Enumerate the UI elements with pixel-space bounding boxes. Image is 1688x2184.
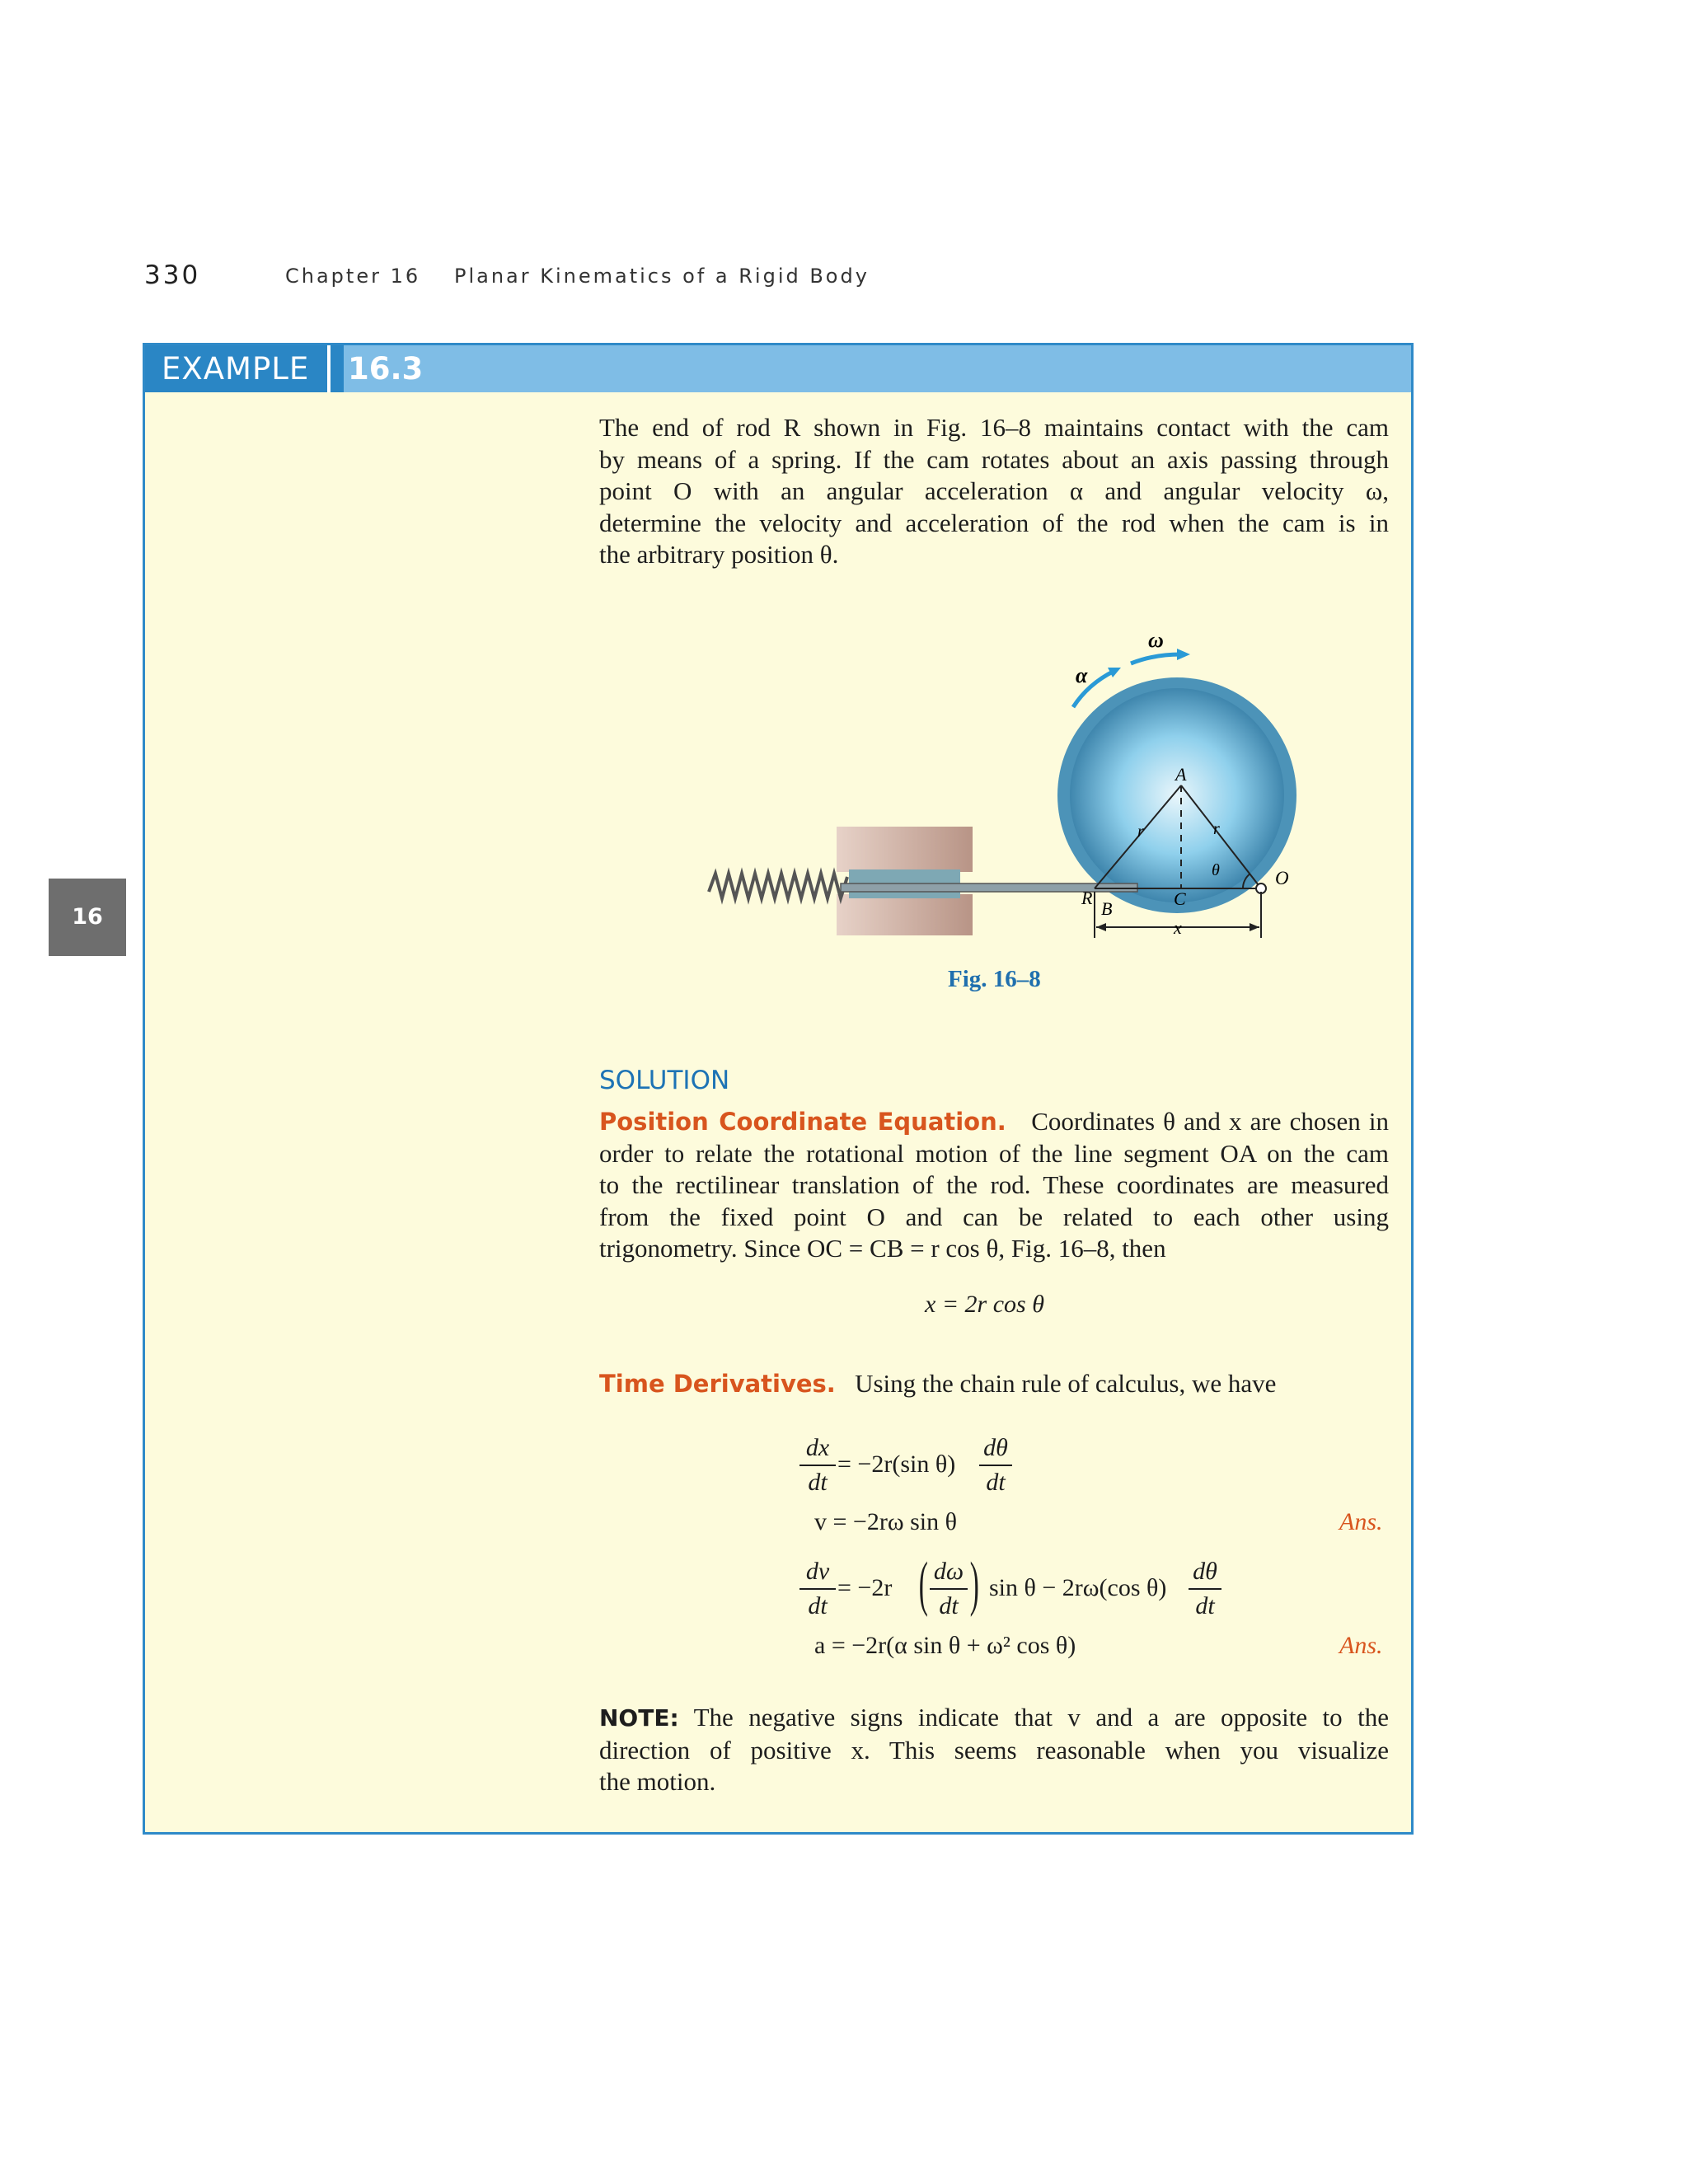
numerator: dω (933, 1558, 964, 1585)
denominator: dt (808, 1469, 828, 1496)
numerator: dv (805, 1558, 830, 1585)
header-separator (327, 345, 331, 392)
position-line: trigonometry. Since OC = CB = r cos θ, Fig. 16–8, then (599, 1234, 1166, 1263)
equation-3-rhs-a: = −2r (837, 1574, 893, 1601)
time-paragraph (599, 1368, 1389, 1400)
numerator: dθ (983, 1434, 1008, 1461)
label-C: C (1174, 888, 1186, 909)
equation-3-rhs-b: sin θ − 2rω(cos θ) (989, 1574, 1167, 1601)
example-header (145, 345, 1411, 392)
note-line: The negative signs indicate that v and a are opposite to the (693, 1703, 1389, 1732)
fraction-dv-dt (799, 1558, 836, 1620)
fraction-bar (799, 1588, 836, 1590)
problem-line: by means of a spring. If the cam rotates about an axis passing through (599, 444, 1389, 474)
denominator: dt (1195, 1592, 1215, 1619)
chapter-label: Chapter 16 (285, 265, 421, 288)
example-label: EXAMPLE (145, 345, 344, 392)
problem-line: The end of rod R shown in Fig. 16–8 maintains contact with the cam (599, 413, 1389, 442)
fraction-bar (979, 1465, 1012, 1466)
fraction-bar (799, 1465, 836, 1466)
position-line: to the rectilinear translation of the rod. These coordinates are measured (599, 1170, 1389, 1199)
denominator: dt (939, 1592, 959, 1619)
spring (709, 874, 847, 898)
label-r-right: r (1213, 820, 1220, 838)
paren-right: ) (969, 1550, 979, 1618)
note-first-line (599, 1702, 1389, 1735)
fraction-bar (930, 1588, 968, 1590)
note-paragraph (599, 1702, 1389, 1798)
label-R: R (1081, 888, 1093, 908)
example-number: 16.3 (348, 351, 424, 387)
time-heading: Time Derivatives. (599, 1370, 836, 1398)
figure-caption: Fig. 16–8 (948, 966, 1041, 992)
label-O: O (1275, 868, 1289, 888)
guide-block-bottom (837, 894, 973, 935)
label-theta: θ (1212, 861, 1220, 879)
paren-left: ( (918, 1550, 928, 1618)
position-first-line (599, 1106, 1389, 1138)
problem-statement (599, 412, 1389, 571)
denominator: dt (986, 1469, 1006, 1496)
label-x: x (1174, 917, 1182, 938)
cam-figure (692, 626, 1319, 956)
equation-1-rhs: = −2r(sin θ) (837, 1451, 956, 1478)
cam-disc (1070, 688, 1284, 902)
guide-block-top (837, 827, 973, 872)
problem-line: determine the velocity and acceleration of the rod when the cam is in (599, 508, 1389, 537)
equation-velocity: v = −2rω sin θ (814, 1508, 957, 1535)
time-text: Using the chain rule of calculus, we have (855, 1369, 1277, 1398)
note-label: NOTE: (599, 1704, 679, 1732)
dim-arrow-right (1250, 923, 1259, 931)
dim-arrow-left (1096, 923, 1106, 931)
chapter-thumb-tab: 16 (49, 879, 126, 956)
fraction-dx-dt (799, 1434, 836, 1497)
time-line (599, 1368, 1389, 1400)
problem-line: point O with an angular acceleration α and angular velocity ω, (599, 476, 1389, 505)
solution-heading: SOLUTION (599, 1066, 730, 1095)
answer-marker: Ans. (1339, 1632, 1383, 1659)
position-paragraph (599, 1106, 1389, 1265)
label-A: A (1175, 764, 1187, 785)
fraction-bar (1189, 1588, 1221, 1590)
label-alpha: α (1076, 663, 1088, 687)
equation-position: x = 2r cos θ (925, 1291, 1044, 1318)
chapter-title: Planar Kinematics of a Rigid Body (454, 265, 870, 288)
numerator: dx (805, 1434, 830, 1461)
page-number: 330 (144, 260, 201, 290)
label-omega: ω (1148, 628, 1164, 652)
position-line: order to relate the rotational motion of the line segment OA on the cam (599, 1138, 1389, 1168)
numerator: dθ (1193, 1558, 1217, 1585)
fraction-domega-dt (930, 1558, 968, 1620)
answer-marker: Ans. (1339, 1508, 1383, 1535)
note-line: the motion. (599, 1767, 716, 1796)
fraction-dtheta-dt-2 (1189, 1558, 1221, 1620)
note-line: direction of positive x. This seems reasonable when you visualize (599, 1735, 1389, 1765)
omega-arrow (1131, 654, 1180, 663)
denominator: dt (808, 1592, 828, 1619)
position-line: from the fixed point O and can be related to each other using (599, 1202, 1389, 1231)
fraction-dtheta-dt (979, 1434, 1012, 1497)
problem-line: the arbitrary position θ. (599, 540, 839, 569)
equation-acceleration: a = −2r(α sin θ + ω² cos θ) (814, 1632, 1076, 1659)
position-line: Coordinates θ and x are chosen in (1031, 1107, 1389, 1136)
label-r-left: r (1137, 823, 1144, 841)
omega-arrowhead (1177, 649, 1190, 660)
rod (841, 883, 1137, 892)
label-B: B (1101, 898, 1113, 919)
position-heading: Position Coordinate Equation. (599, 1108, 1006, 1136)
